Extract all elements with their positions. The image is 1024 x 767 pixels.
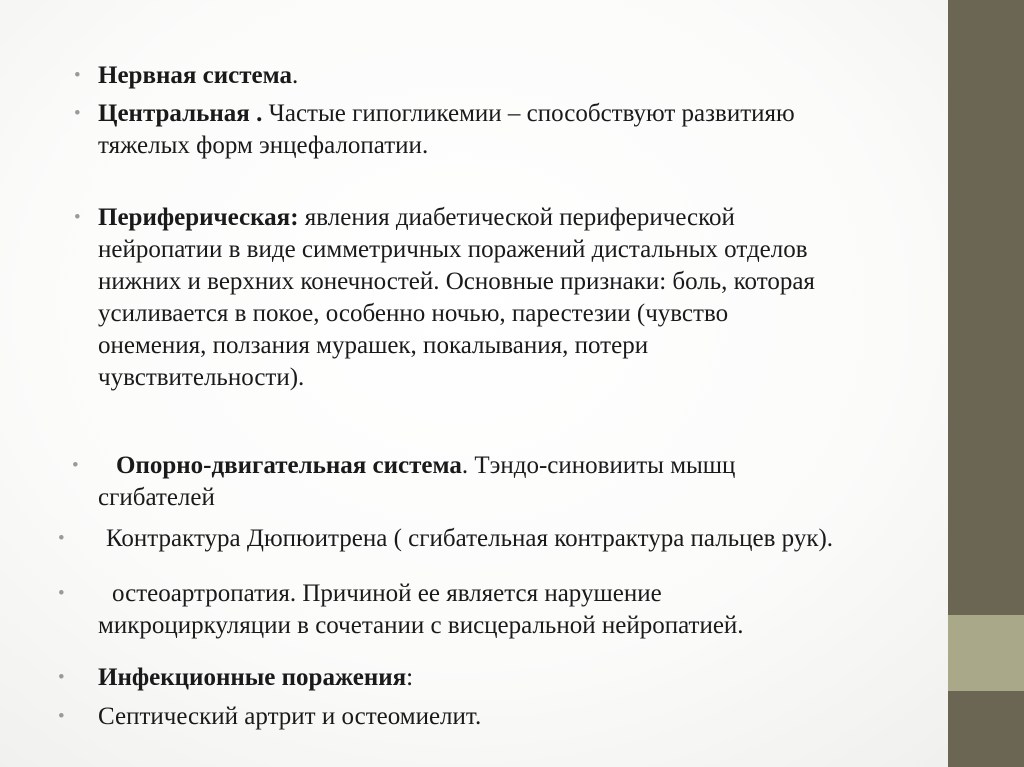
item-text-line-5: онемения, ползания мурашек, покалывания, потери	[98, 332, 649, 359]
item-text-line-2: сгибателей	[98, 484, 215, 511]
item-text-line-6: чувствительности).	[98, 364, 305, 391]
item-text-line-2: микроциркуляции в сочетании с висцеральной нейропатией.	[98, 612, 744, 639]
list-item-central	[0, 98, 940, 162]
item-heading: Опорно-двигательная система	[116, 452, 462, 479]
list-item-osteoarthropathy	[0, 578, 940, 642]
bullet-icon: •	[72, 455, 79, 476]
item-text-line-2: нейропатии в виде симметричных поражений дистальных отделов	[98, 236, 808, 263]
bullet-icon: •	[58, 583, 65, 604]
list-item-infections	[0, 662, 940, 694]
bullet-icon: •	[74, 103, 81, 124]
list-item-nervous-system	[0, 60, 940, 92]
list-item-dupuytren	[0, 523, 940, 555]
bullet-icon: •	[74, 207, 81, 228]
item-text: остеоартропатия. Причиной ее является нарушение	[112, 580, 662, 607]
list-item-musculoskeletal	[0, 450, 940, 514]
item-heading: Инфекционные поражения	[98, 664, 407, 691]
item-heading: Нервная система	[98, 62, 292, 89]
item-text: Септический артрит и остеомиелит.	[98, 703, 482, 730]
item-text: Частые гипогликемии – способствуют развитияю	[262, 100, 795, 127]
bullet-icon: •	[58, 528, 65, 549]
item-heading: Центральная .	[98, 100, 263, 127]
item-text-line-2: тяжелых форм энцефалопатии.	[98, 132, 429, 159]
item-text-line-4: усиливается в покое, особенно ночью, парестезии (чувство	[98, 300, 729, 327]
item-heading: Периферическая:	[98, 204, 299, 231]
decorative-side-accent	[948, 615, 1024, 691]
item-text: Контрактура Дюпюитрена ( сгибательная контрактура пальцев рук).	[106, 525, 834, 552]
item-text: :	[406, 664, 414, 691]
item-text: . Тэндо-синовииты мышц	[461, 452, 736, 479]
list-item-peripheral	[0, 202, 940, 402]
item-text: явления диабетической периферической	[298, 204, 735, 231]
list-item-septic-arthritis	[0, 701, 940, 733]
bullet-icon: •	[58, 667, 65, 688]
item-text: .	[291, 62, 299, 89]
bullet-icon: •	[58, 706, 65, 727]
item-text-line-3: нижних и верхних конечностей. Основные признаки: боль, которая	[98, 268, 815, 295]
bullet-icon: •	[74, 65, 81, 86]
